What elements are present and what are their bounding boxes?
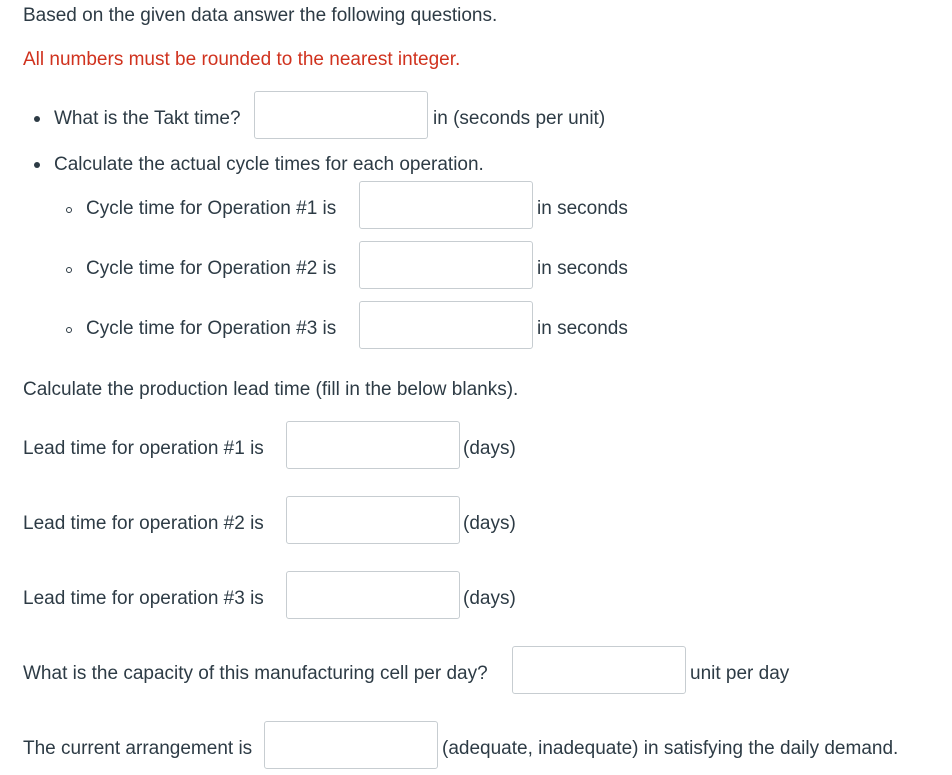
lead-time-3-input[interactable]: [286, 571, 460, 619]
takt-time-input[interactable]: [254, 91, 428, 139]
cycle-time-1-label: Cycle time for Operation #1 is: [86, 198, 337, 219]
sub-bullet-icon: [66, 327, 72, 333]
lead-time-3-unit: (days): [463, 588, 516, 609]
cycle-time-1-input[interactable]: [359, 181, 533, 229]
lead-time-3-label: Lead time for operation #3 is: [23, 588, 264, 609]
lead-time-2-label: Lead time for operation #2 is: [23, 513, 264, 534]
cycle-time-3-label: Cycle time for Operation #3 is: [86, 318, 337, 339]
sub-bullet-icon: [66, 267, 72, 273]
sub-bullet-icon: [66, 207, 72, 213]
capacity-unit: unit per day: [690, 663, 790, 684]
lead-time-2-unit: (days): [463, 513, 516, 534]
arrangement-label: The current arrangement is: [23, 738, 253, 759]
rounding-note: All numbers must be rounded to the nearest integer.: [23, 49, 461, 70]
cycle-time-1-unit: in seconds: [537, 198, 628, 219]
bullet-icon: [34, 116, 40, 122]
capacity-label: What is the capacity of this manufacturing cell per day?: [23, 663, 488, 684]
cycle-time-2-unit: in seconds: [537, 258, 628, 279]
capacity-input[interactable]: [512, 646, 686, 694]
takt-time-unit: in (seconds per unit): [433, 108, 606, 129]
lead-time-1-input[interactable]: [286, 421, 460, 469]
cycle-time-3-unit: in seconds: [537, 318, 628, 339]
bullet-icon: [34, 162, 40, 168]
cycle-time-3-input[interactable]: [359, 301, 533, 349]
cycle-time-2-label: Cycle time for Operation #2 is: [86, 258, 337, 279]
arrangement-input[interactable]: [264, 721, 438, 769]
lead-time-heading: Calculate the production lead time (fill in the below blanks).: [23, 379, 519, 400]
takt-time-label: What is the Takt time?: [54, 108, 241, 129]
lead-time-2-input[interactable]: [286, 496, 460, 544]
cycle-time-2-input[interactable]: [359, 241, 533, 289]
cycle-times-heading: Calculate the actual cycle times for each operation.: [54, 154, 484, 175]
instructions-heading: Based on the given data answer the following questions.: [23, 5, 498, 26]
arrangement-options: (adequate, inadequate) in satisfying the daily demand.: [442, 738, 899, 759]
lead-time-1-label: Lead time for operation #1 is: [23, 438, 264, 459]
lead-time-1-unit: (days): [463, 438, 516, 459]
